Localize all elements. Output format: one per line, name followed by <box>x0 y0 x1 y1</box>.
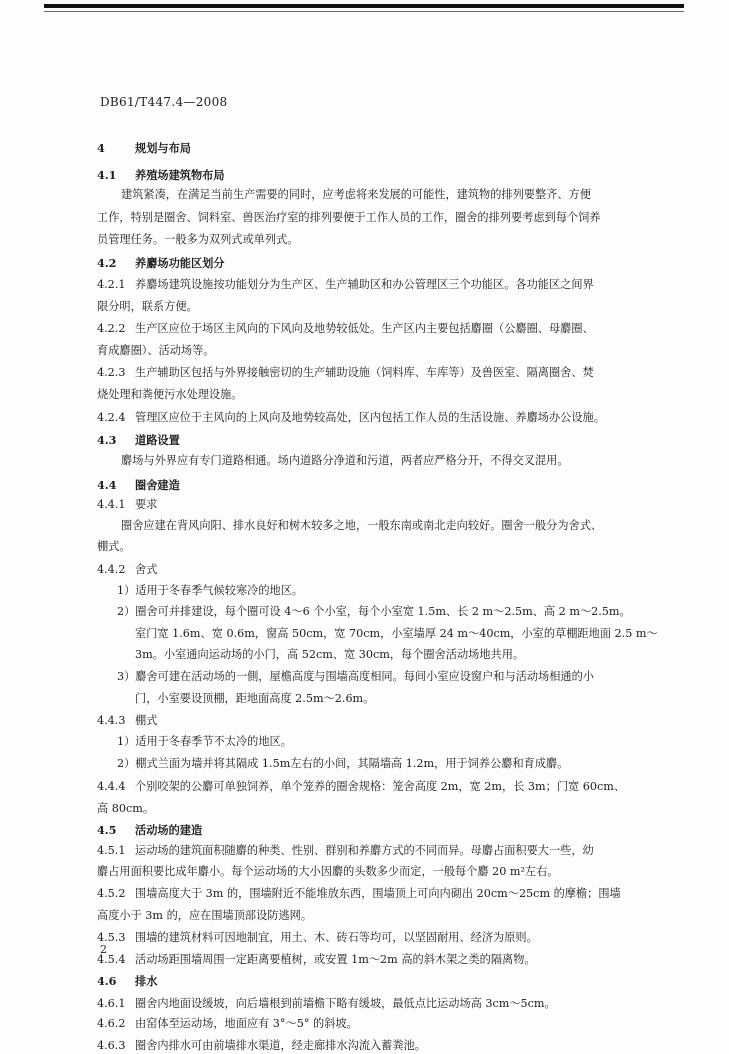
section-4-3 <box>97 432 180 448</box>
section-number: 4.4.1 <box>97 498 126 511</box>
paragraph-line <box>97 626 658 642</box>
paragraph-line <box>97 734 292 750</box>
line-text: 生产区应位于场区主风向的下风向及地势较低处。生产区内主要包括麝圈（公麝圈、母麝圈、 <box>135 322 594 335</box>
line-text: 育成麝圈）、活动场等。 <box>97 344 215 357</box>
line-text: 运动场的建筑面积随麝的种类、性别、群别和养麝方式的不同而异。母麝占面积要大一些，幼 <box>135 844 594 857</box>
section-number: 4.4.2 <box>97 563 126 576</box>
section-number: 4.2.2 <box>97 322 126 335</box>
line-text: 养麝场功能区划分 <box>135 256 225 270</box>
section-number: 4.5.2 <box>97 887 126 900</box>
line-text: 规划与布局 <box>135 141 191 155</box>
paragraph-line <box>97 604 631 620</box>
line-text: 活动场距围墙周围一定距离要植树，或安置 1m～2m 高的斜木架之类的隔离物。 <box>135 953 536 966</box>
line-text: 圈舍建造 <box>135 478 180 492</box>
section-4-5-1 <box>97 843 594 859</box>
line-text: 1）适用于冬春季节不太冷的地区。 <box>117 735 292 748</box>
line-text: 舍式 <box>135 563 158 576</box>
paragraph-line <box>97 299 198 315</box>
paragraph-line <box>97 864 559 880</box>
section-number: 4.2.4 <box>97 411 126 424</box>
section-4-6 <box>97 973 157 989</box>
section-number: 4.6.1 <box>97 997 126 1010</box>
line-text: 2）棚式兰面为墙并将其隔成 1.5m左右的小间，其隔墙高 1.2m，用于饲养公麝和育成麝。 <box>117 757 569 770</box>
line-text: 门，小室要设顶棚，距地面高度 2.5m～2.6m。 <box>135 692 375 705</box>
line-text: 烧处理和粪便污水处理设施。 <box>97 388 243 401</box>
top-rule-thin <box>44 11 684 12</box>
section-4-5-4 <box>97 952 536 968</box>
section-number: 4.5.1 <box>97 844 126 857</box>
line-text: 圈舍内排水可由前墙排水渠道，经走廊排水沟流入蓄粪池。 <box>135 1039 426 1052</box>
line-text: 圈舍内地面设缓坡，向后墙根到前墙檐下略有缓坡，最低点比运动场高 3cm～5cm。 <box>135 997 556 1010</box>
paragraph-line <box>97 801 154 817</box>
paragraph-line <box>97 647 524 663</box>
section-number: 4.5.4 <box>97 953 126 966</box>
paragraph-line <box>97 453 569 469</box>
line-text: 工作，特别是圈舍、饲料室、兽医治疗室的排列要便于工作人员的工作，圈舍的排列要考虑到每个饲养 <box>97 211 601 224</box>
paragraph-line <box>97 539 131 555</box>
section-4-2-4 <box>97 410 605 426</box>
line-text: 管理区应位于主风向的上风向及地势较高处，区内包括工作人员的生活设施、养麝场办公设施。 <box>135 411 605 424</box>
section-number: 4.2.3 <box>97 366 126 379</box>
line-text: 养殖场建筑物布局 <box>135 168 225 182</box>
line-text: 建筑紧凑，在满足当前生产需要的同时，应考虑将来发展的可能性，建筑物的排列要整齐、方便 <box>121 188 591 201</box>
line-text: 养麝场建筑设施按功能划分为生产区、生产辅助区和办公管理区三个功能区。各功能区之间界 <box>135 278 594 291</box>
line-text: 围墙高度大于 3m 的，围墙附近不能堆放东西，围墙顶上可向内砌出 20cm～25cm 的摩檐；围墙 <box>135 887 621 900</box>
section-4-4-1 <box>97 497 157 513</box>
line-text: 麝场与外界应有专门道路相通。场内道路分净道和污道，两者应严格分开，不得交叉混用。 <box>121 454 569 467</box>
document-id: DB61/T447.4—2008 <box>100 95 228 109</box>
section-number: 4.4.3 <box>97 714 126 727</box>
line-text: 排水 <box>135 974 158 988</box>
paragraph-line <box>97 908 312 924</box>
section-4-4-2 <box>97 562 157 578</box>
section-number: 4 <box>97 141 105 155</box>
paragraph-line <box>97 343 214 359</box>
section-number: 4.2.1 <box>97 278 126 291</box>
section-number: 4.6.3 <box>97 1039 126 1052</box>
section-4-5 <box>97 822 202 838</box>
section-number: 4.2 <box>97 256 117 270</box>
line-text: 围墙的建筑材料可因地制宜，用土、木、砖石等均可，以坚固耐用、经济为原则。 <box>135 931 538 944</box>
line-text: 要求 <box>135 498 158 511</box>
line-text: 室门宽 1.6m、宽 0.6m，窗高 50cm，宽 70cm，小室墙厚 24 m～40cm，小室的草棚距地面 2.5 m～ <box>135 627 658 640</box>
section-number: 4.6.2 <box>97 1017 126 1030</box>
section-4-4 <box>97 477 180 493</box>
line-text: 活动场的建造 <box>135 823 203 837</box>
line-text: 道路设置 <box>135 433 180 447</box>
line-text: 1）适用于冬春季气候较寒冷的地区。 <box>117 584 304 597</box>
section-4-2-1 <box>97 277 594 293</box>
line-text: 棚式。 <box>97 540 131 553</box>
paragraph-line <box>97 518 602 534</box>
section-number: 4.6 <box>97 974 117 988</box>
line-text: 由窑体至运动场，地面应有 3°～5° 的斜坡。 <box>135 1017 358 1030</box>
line-text: 棚式 <box>135 714 158 727</box>
section-4-5-3 <box>97 930 538 946</box>
section-4-6-2 <box>97 1016 358 1032</box>
paragraph-line <box>97 210 600 226</box>
paragraph-line <box>97 583 303 599</box>
section-number: 4.5 <box>97 823 117 837</box>
line-text: 个别咬架的公麝可单独饲养，单个笼养的圈舍规格：笼舍高度 2m，宽 2m，长 3m；门宽 60cm、 <box>135 780 626 793</box>
line-text: 高度小于 3m 的，应在围墙顶部设防逃网。 <box>97 909 313 922</box>
line-text: 3）麝舍可建在活动场的一側，屋檐高度与围墙高度相同。每间小室应设窗户和与活动场相通的小 <box>117 670 594 683</box>
top-rule <box>44 4 684 8</box>
section-number: 4.5.3 <box>97 931 126 944</box>
paragraph-line <box>97 187 591 203</box>
section-4-4-3 <box>97 713 157 729</box>
paragraph-line <box>97 387 242 403</box>
section-4 <box>97 140 191 156</box>
section-number: 4.4 <box>97 478 117 492</box>
section-4-6-3 <box>97 1038 426 1054</box>
section-4-5-2 <box>97 886 621 902</box>
paragraph-line <box>97 232 298 248</box>
section-number: 4.4.4 <box>97 780 126 793</box>
line-text: 圈舍应建在背风向阳、排水良好和树木较多之地，一般东南或南北走向较好。圈舍一般分为舍式、 <box>121 519 603 532</box>
section-number: 4.1 <box>97 168 117 182</box>
section-4-4-4 <box>97 779 625 795</box>
page-number: 2 <box>100 943 107 956</box>
paragraph-line <box>97 669 594 685</box>
line-text: 高 80cm。 <box>97 802 155 815</box>
section-number: 4.3 <box>97 433 117 447</box>
line-text: 麝占用面积要比成年麝小。每个运动场的大小因麝的头数多少而定，一般每个麝 20 m²左右。 <box>97 865 559 878</box>
line-text: 2）圈舍可并排建设，每个圈可设 4～6 个小室，每个小室宽 1.5m、长 2 m～2.5m、高 2 m～2.5m。 <box>117 605 631 618</box>
line-text: 3m。小室通向运动场的小门，高 52cm、宽 30cm，每个圈舍活动场地共用。 <box>135 648 525 661</box>
line-text: 员管理任务。一般多为双列式或单列式。 <box>97 233 299 246</box>
line-text: 生产辅助区包括与外界接触密切的生产辅助设施（饲料库、车库等）及兽医室、隔离圈舍、焚 <box>135 366 594 379</box>
section-4-2 <box>97 255 225 271</box>
section-4-2-3 <box>97 365 594 381</box>
paragraph-line <box>97 756 568 772</box>
section-4-1 <box>97 167 225 183</box>
line-text: 限分明，联系方便。 <box>97 300 198 313</box>
section-4-6-1 <box>97 996 556 1012</box>
paragraph-line <box>97 691 374 707</box>
section-4-2-2 <box>97 321 594 337</box>
